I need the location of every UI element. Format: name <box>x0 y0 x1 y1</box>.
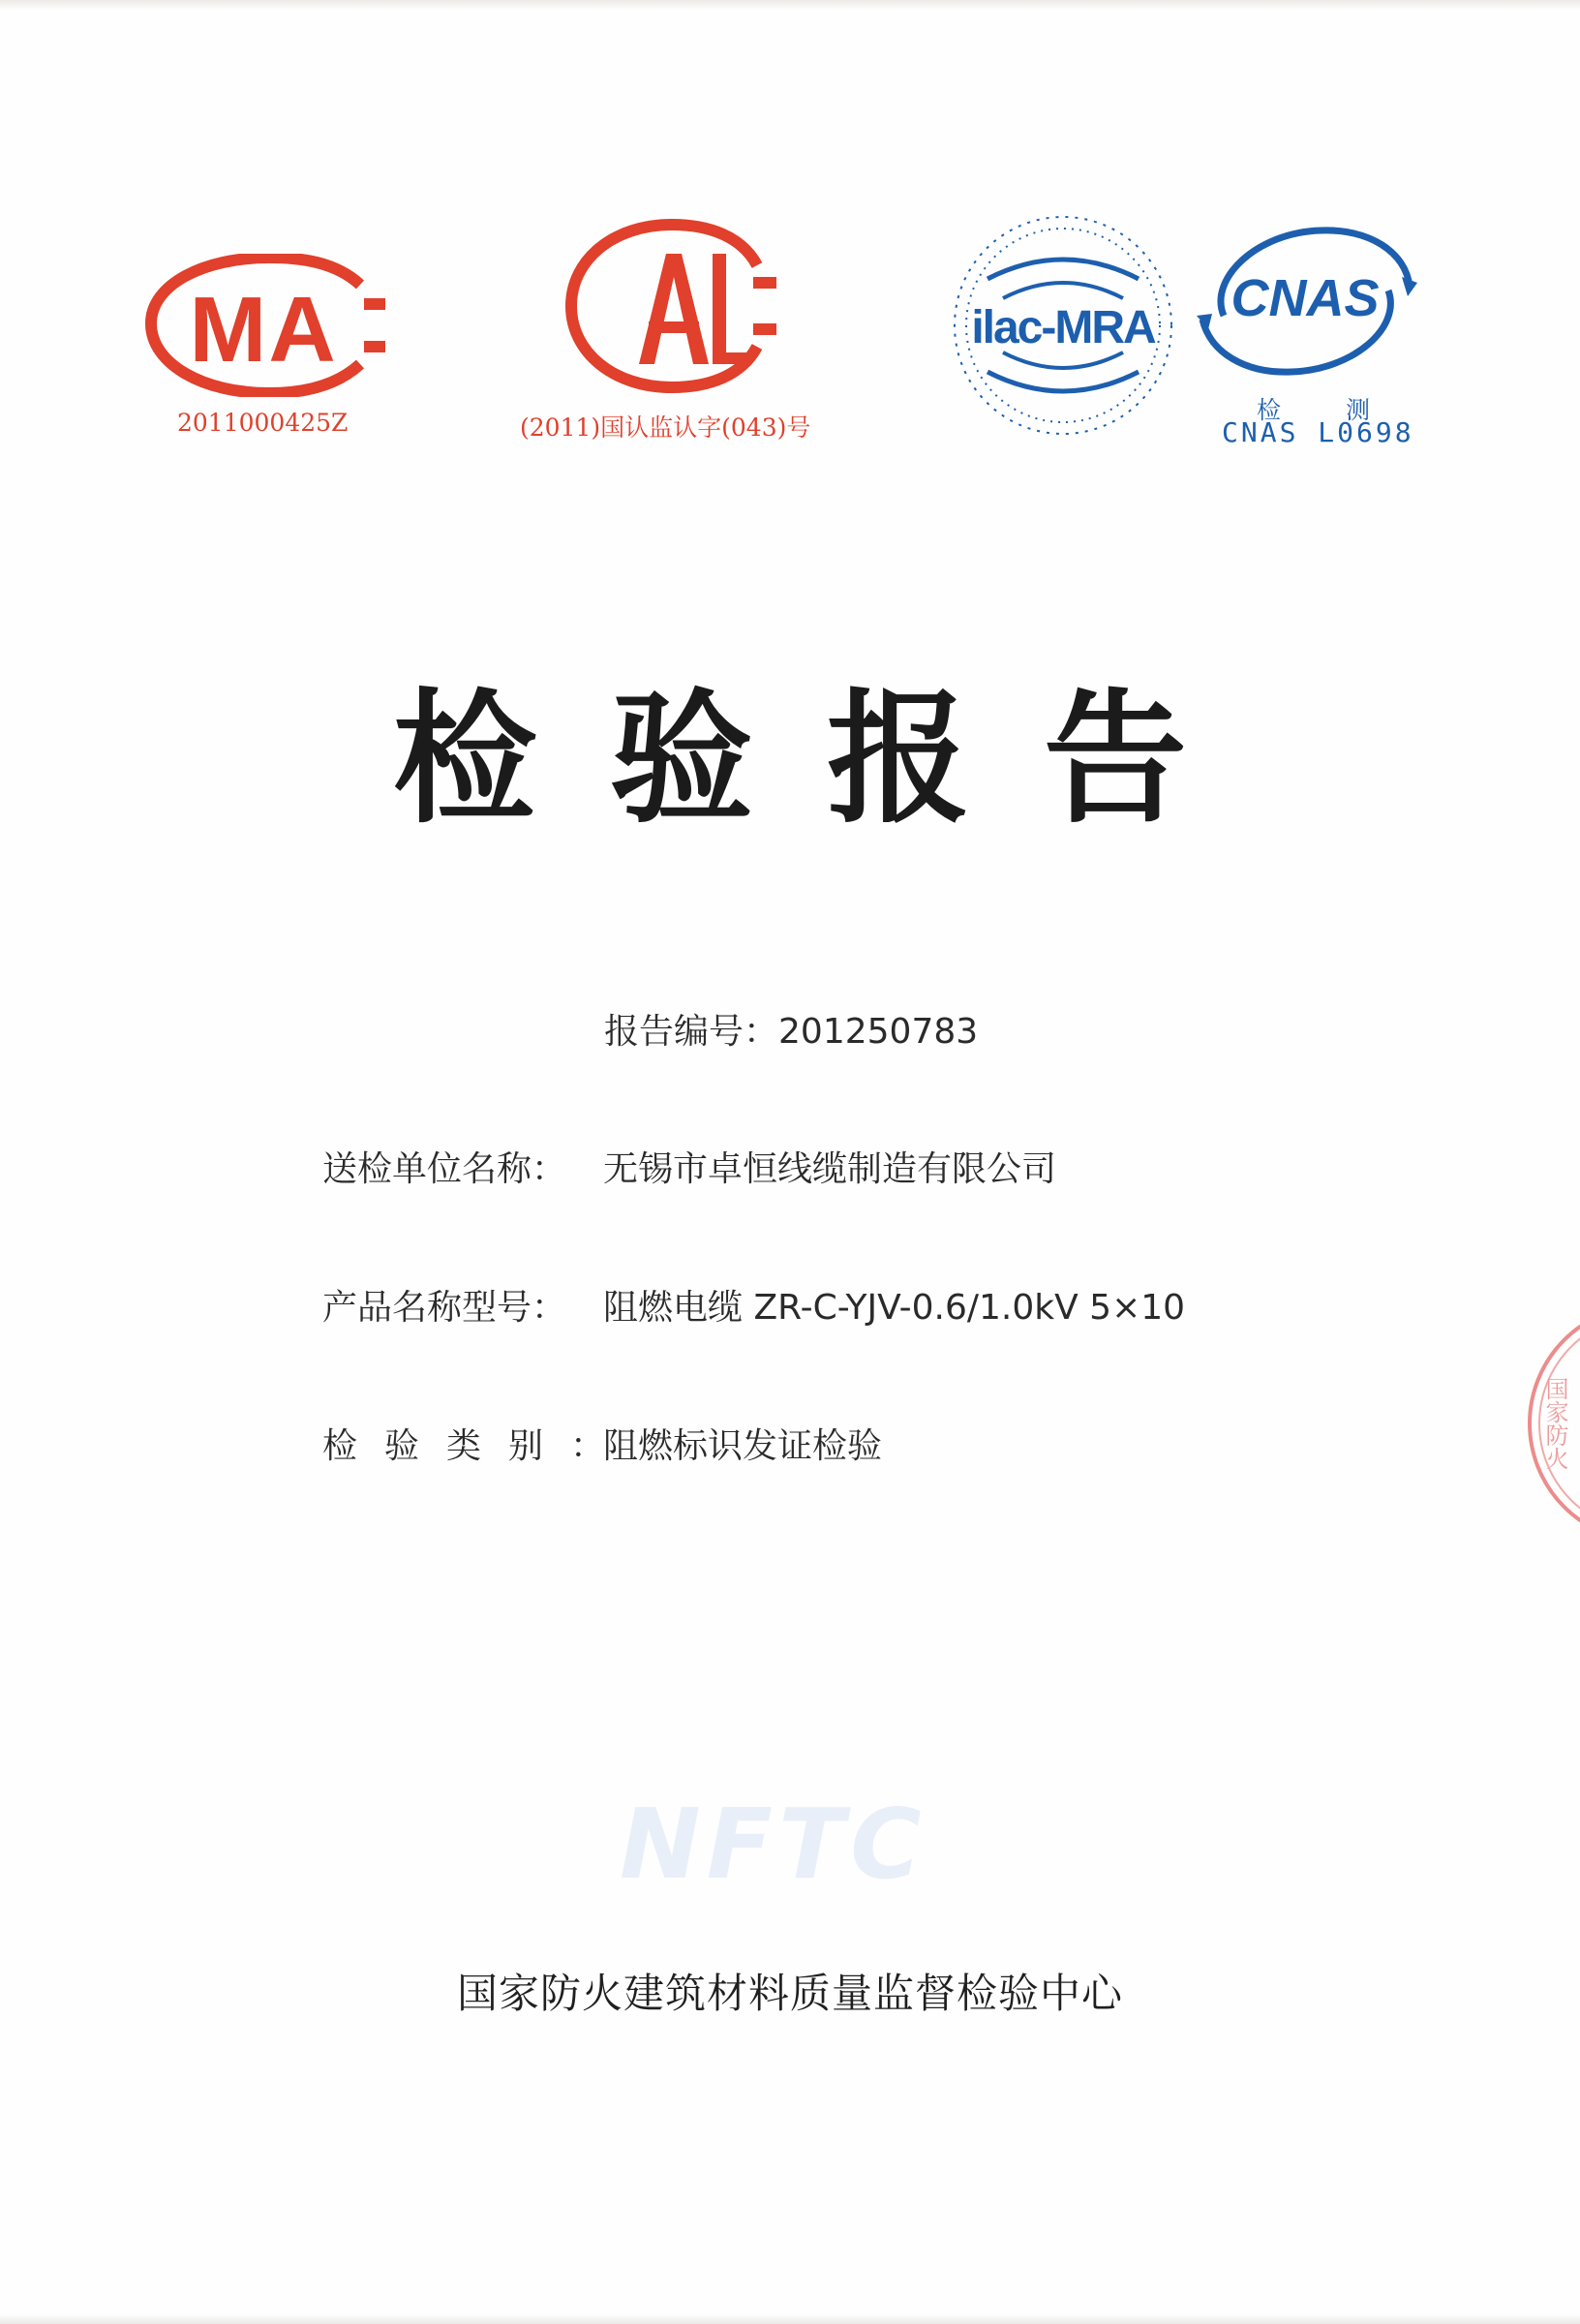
inspection-type-row <box>322 1426 883 1466</box>
product-value: 阻燃电缆 ZR-C-YJV-0.6/1.0kV 5×10 <box>603 1288 1186 1328</box>
applicant-row <box>322 1149 1057 1189</box>
cnas-logo <box>1195 223 1417 387</box>
nftc-watermark: NFTC <box>620 1788 927 1901</box>
inspection-type-value: 阻燃标识发证检验 <box>603 1426 883 1466</box>
applicant-value: 无锡市卓恒线缆制造有限公司 <box>603 1149 1057 1189</box>
cma-mark-text: MA <box>189 278 338 382</box>
cnas-caption-top: 检 测 <box>1257 396 1396 424</box>
scan-edge-top <box>0 0 1580 10</box>
applicant-label: 送检单位名称： <box>322 1149 567 1189</box>
cal-number: (2011)国认监认字(043)号 <box>520 413 811 442</box>
cma-logo <box>145 254 393 397</box>
report-number-value: 201250783 <box>778 1012 979 1052</box>
report-number-label: 报告编号： <box>604 1012 779 1052</box>
product-row <box>322 1288 1186 1328</box>
seal-fragment <box>1522 1298 1580 1553</box>
report-number-row <box>604 1012 979 1052</box>
cal-logo <box>563 219 782 393</box>
seal-text: 国家防火 <box>1541 1377 1568 1470</box>
scan-edge-bottom <box>0 2314 1580 2324</box>
inspection-type-label: 检验类别： <box>322 1426 633 1466</box>
page-title: 检验报告 <box>393 676 1261 842</box>
cma-number: 2011000425Z <box>177 409 349 437</box>
cnas-caption-bottom: CNAS L0698 <box>1222 416 1414 448</box>
ilac-mra-logo <box>949 211 1177 440</box>
ilac-mark-text: ilac-MRA <box>971 302 1155 353</box>
issuer-name: 国家防火建筑材料质量监督检验中心 <box>456 1970 1123 2017</box>
product-label: 产品名称型号： <box>322 1288 567 1328</box>
cnas-mark-text: CNAS <box>1231 269 1380 327</box>
